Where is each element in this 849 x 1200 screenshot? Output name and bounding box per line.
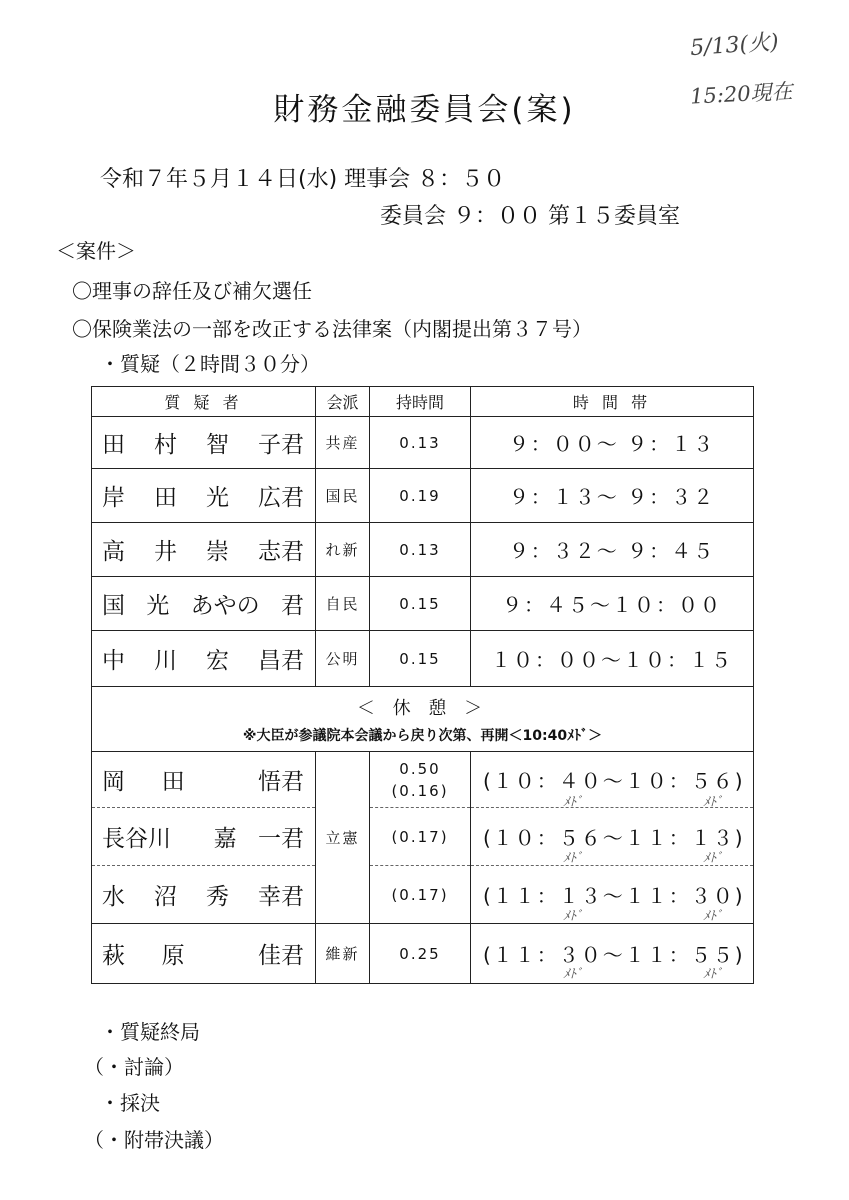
break-title: ＜ 休 憩 ＞ [356,697,489,719]
handwritten-time-note: 15:20現在 [689,79,794,109]
table-row [92,523,754,577]
table-row [92,631,754,687]
timeslot-cell: ９：１３～ ９：３２ [471,469,754,523]
questioner-name: 長谷川 嘉 一君 [92,808,316,866]
party-cell: 公明 [316,631,370,687]
duration-cell: (0.17) [370,808,471,866]
schedule-date-line: 令和７年５月１４日(水) 理事会 ８：５０ [100,167,506,192]
questioning-schedule-table [91,386,754,984]
agenda-item: 〇理事の辞任及び補欠選任 [72,279,312,303]
table-row [92,577,754,631]
table-row [92,866,754,924]
timeslot-cell: ９：００～ ９：１３ [471,417,754,469]
handwritten-mark: ﾒﾄﾞ [563,851,583,866]
duration-cell: 0.19 [370,469,471,523]
handwritten-mark: ﾒﾄﾞ [703,909,723,924]
party-cell: 維新 [316,924,370,984]
closing-item: ・質疑終局 [100,1020,200,1044]
questioner-name: 萩 原 佳君 [92,924,316,984]
timeslot-cell: (１０：４０～１０：５６) ﾒﾄﾞ ﾒﾄﾞ [471,752,754,808]
timeslot-cell: １０：００～１０：１５ [471,631,754,687]
timeslot-cell: (１０：５６～１１：１３) ﾒﾄﾞ ﾒﾄﾞ [471,808,754,866]
questioner-name: 岡 田 悟君 [92,752,316,808]
table-header-row [92,387,754,417]
handwritten-mark: ﾒﾄﾞ [563,909,583,924]
break-row [92,687,754,752]
handwritten-mark: ﾒﾄﾞ [563,795,583,808]
closing-item: （・討論） [84,1055,184,1079]
party-cell: 自民 [316,577,370,631]
duration-cell: 0.13 [370,417,471,469]
questioner-name: 水 沼 秀 幸君 [92,866,316,924]
handwritten-mark: ﾒﾄﾞ [703,851,723,866]
party-cell: 国民 [316,469,370,523]
agenda-heading: ＜案件＞ [56,239,136,263]
table-row [92,469,754,523]
duration-cell: 0.15 [370,631,471,687]
duration-cell: 0.15 [370,577,471,631]
party-cell: 共産 [316,417,370,469]
header-questioner: 質 疑 者 [92,387,316,417]
duration-cell: 0.25 [370,924,471,984]
duration-cell: 0.50 (0.16) [370,752,471,808]
questioner-name: 田 村 智 子君 [92,417,316,469]
questioner-name: 高 井 崇 志君 [92,523,316,577]
timeslot-cell: ９：４５～１０：００ [471,577,754,631]
break-cell [92,687,754,752]
handwritten-mark: ﾒﾄﾞ [703,795,723,808]
table-row [92,752,754,808]
timeslot-cell: (１１：３０～１１：５５) ﾒﾄﾞ ﾒﾄﾞ [471,924,754,984]
schedule-meeting-line: 委員会 ９：００ 第１５委員室 [380,204,680,229]
questioner-name: 中 川 宏 昌君 [92,631,316,687]
agenda-item: 〇保険業法の一部を改正する法律案（内閣提出第３７号） [72,317,592,341]
party-cell: れ新 [316,523,370,577]
questioner-name: 国 光 あやの 君 [92,577,316,631]
timeslot-cell: (１１：１３～１１：３０) ﾒﾄﾞ ﾒﾄﾞ [471,866,754,924]
handwritten-date-note: 5/13(火) [689,29,780,62]
party-cell-rikken: 立憲 [316,752,370,924]
questioner-name: 岸 田 光 広君 [92,469,316,523]
duration-cell: 0.13 [370,523,471,577]
table-row [92,417,754,469]
handwritten-mark: ﾒﾄﾞ [703,967,723,982]
header-duration: 持時間 [370,387,471,417]
header-party: 会派 [316,387,370,417]
break-note: ※大臣が参議院本会議から戻り次第、再開＜10:40ﾒﾄﾞ＞ [242,727,603,744]
header-timeslot: 時 間 帯 [471,387,754,417]
table-row [92,924,754,984]
handwritten-mark: ﾒﾄﾞ [563,967,583,982]
closing-item: （・附帯決議） [84,1128,224,1152]
duration-cell: (0.17) [370,866,471,924]
document-title: 財務金融委員会(案) [273,92,576,128]
timeslot-cell: ９：３２～ ９：４５ [471,523,754,577]
table-row [92,808,754,866]
qa-heading: ・質疑（２時間３０分） [100,352,320,376]
closing-item: ・採決 [100,1091,160,1115]
